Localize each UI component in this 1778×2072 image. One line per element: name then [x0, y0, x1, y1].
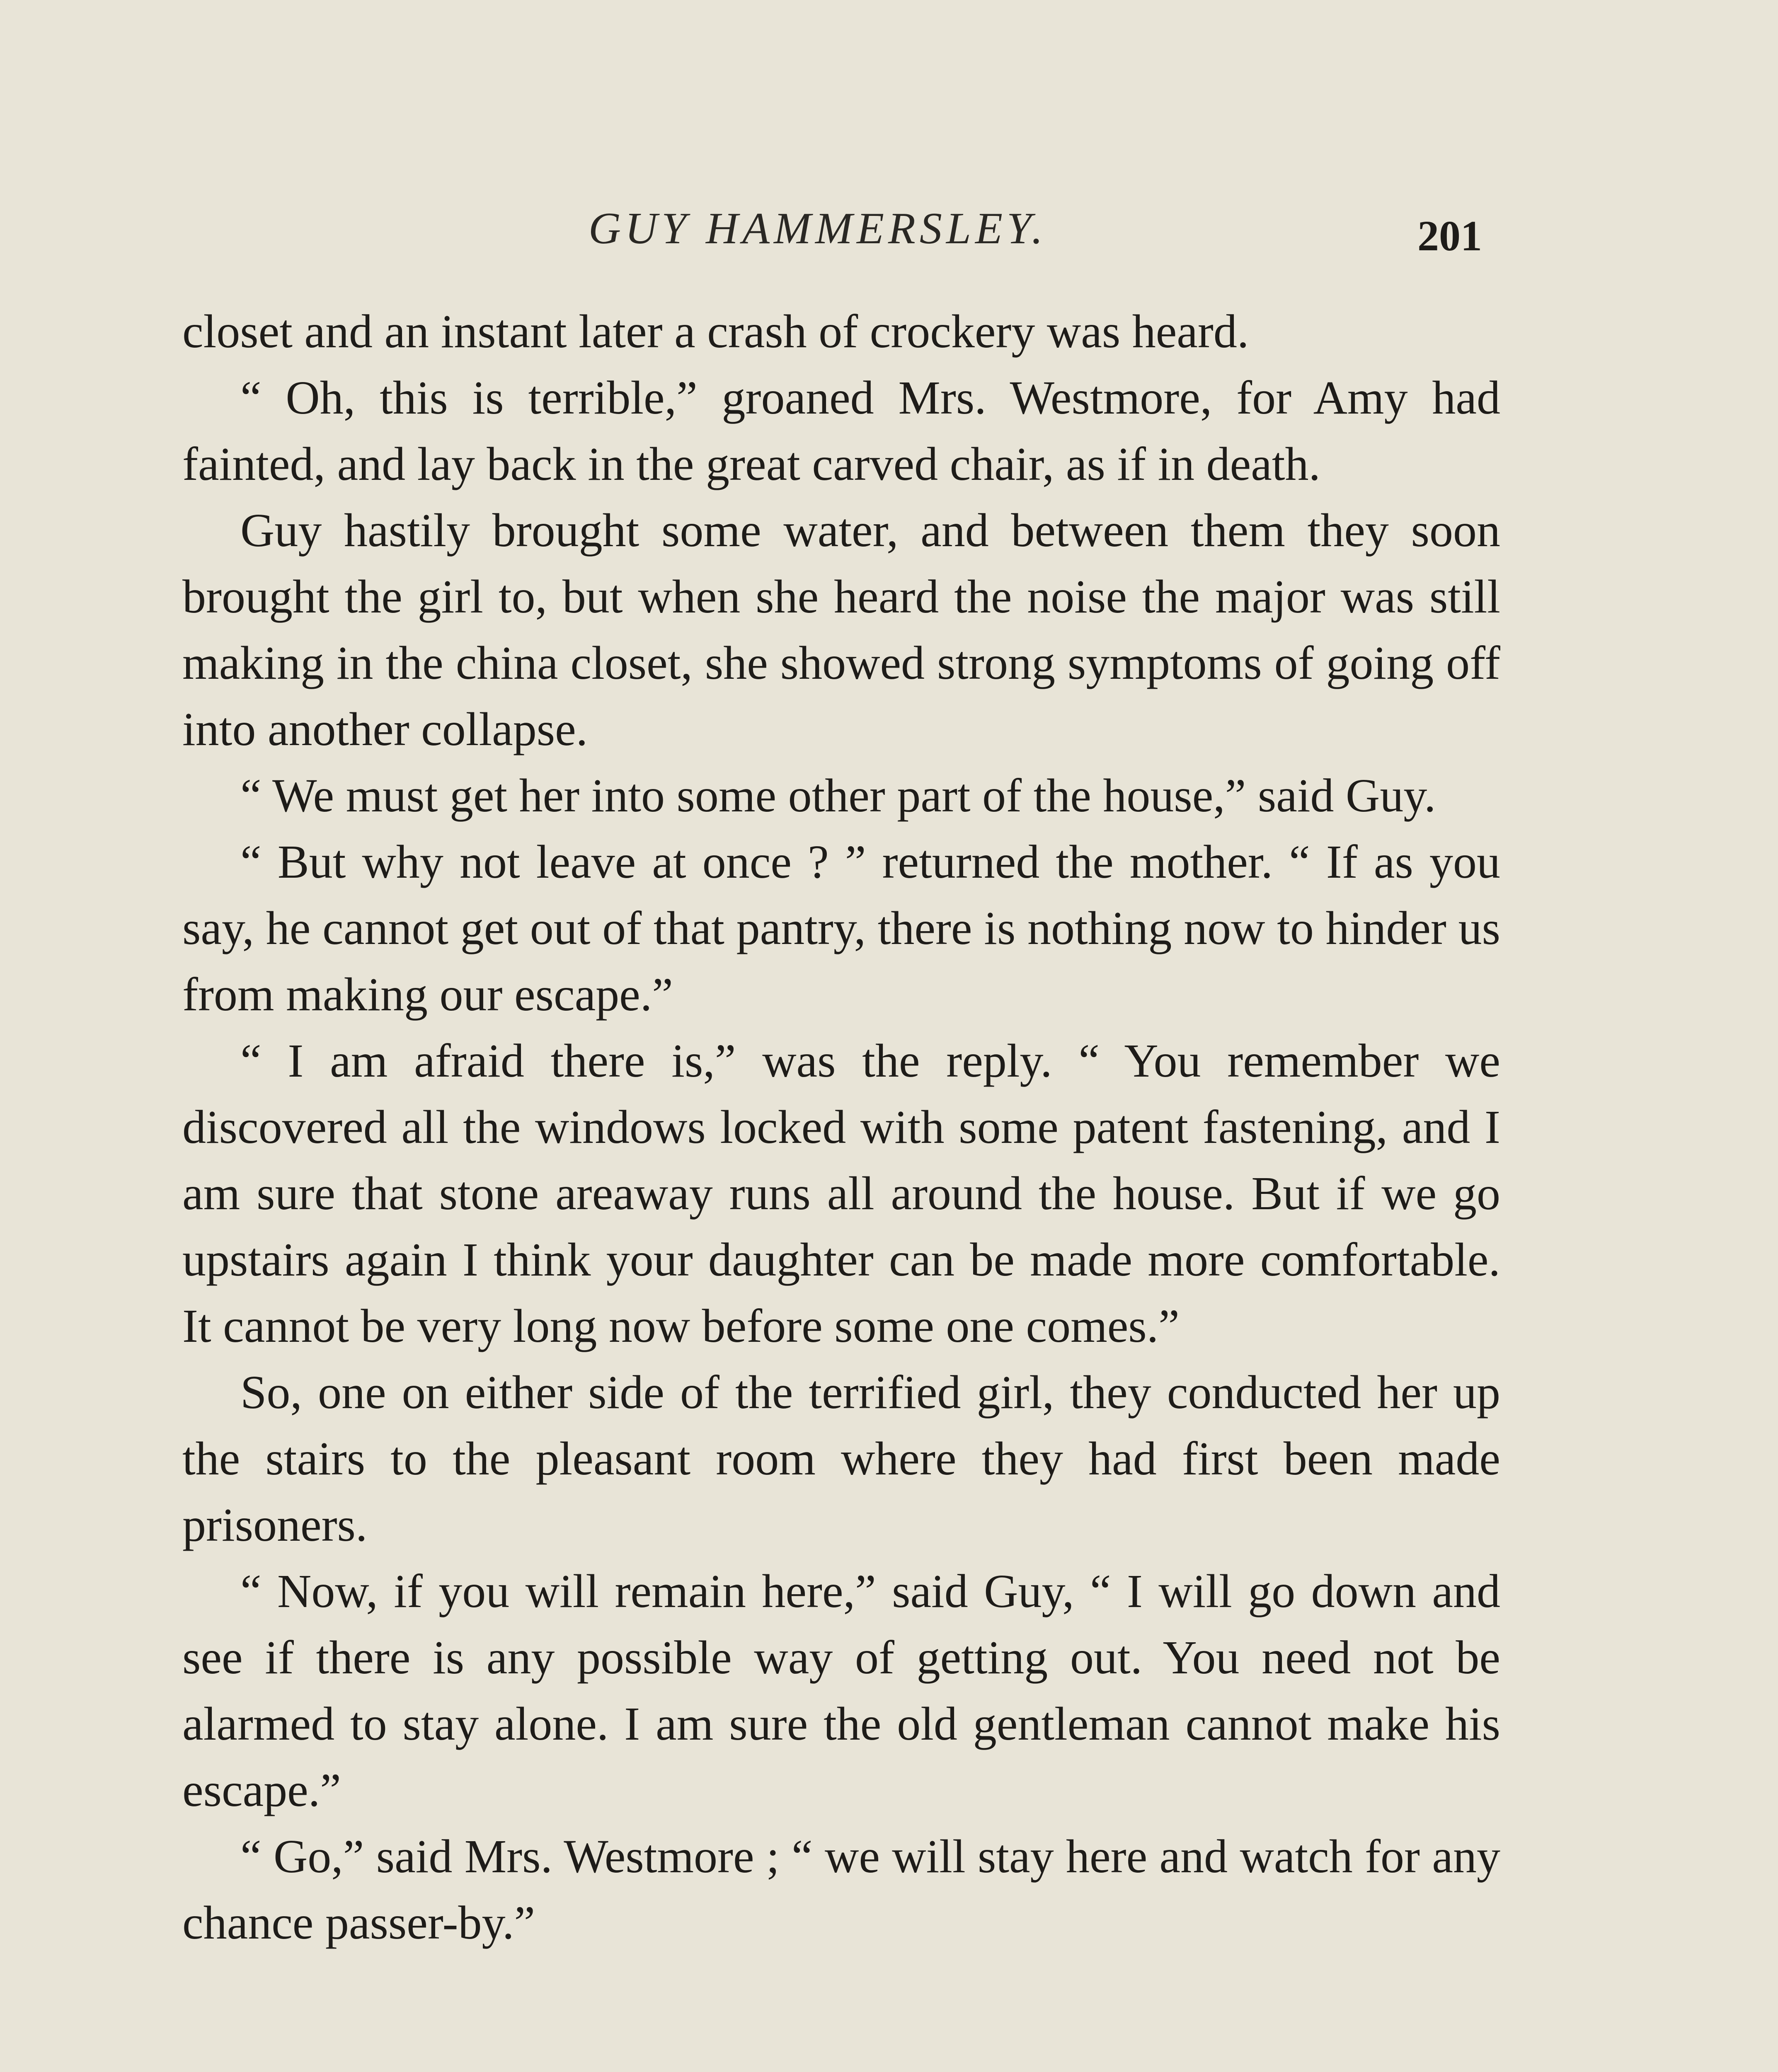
page-header	[0, 195, 1778, 278]
paragraph: So, one on either side of the terrified girl, they conducted her up the stairs to the pleasant room where they had first been made prisoners.	[182, 1366, 1500, 1551]
paragraph: closet and an instant later a crash of crockery was heard.	[182, 305, 1249, 358]
paragraph: “ We must get her into some other part of the house,” said Guy.	[240, 769, 1436, 822]
running-title: GUY HAMMERSLEY.	[589, 204, 1047, 253]
body-text	[182, 298, 1500, 1956]
paragraph: “ Go,” said Mrs. Westmore ; “ we will stay here and watch for any chance passer-by.”	[182, 1830, 1500, 1949]
paragraph: “ Now, if you will remain here,” said Guy, “ I will go down and see if there is any possible way of getting out. You need not be alarmed to stay alone. I am sure the old gentleman cannot make his escape.”	[182, 1565, 1500, 1816]
paragraph: “ I am afraid there is,” was the reply. “ You remember we discovered all the windows locked with some patent fastening, and I am sure that stone areaway runs all around the house. But if we go upstairs again I think your daughter can be made more comfortable. It cannot be very long now before some one comes.”	[182, 1034, 1500, 1352]
paragraph: “ Oh, this is terrible,” groaned Mrs. Westmore, for Amy had fainted, and lay back in the great carved chair, as if in death.	[182, 371, 1500, 490]
paragraph: “ But why not leave at once ? ” returned the mother. “ If as you say, he cannot get out of that pantry, there is nothing now to hinder us from making our escape.”	[182, 835, 1500, 1021]
page-number: 201	[1417, 212, 1482, 260]
paragraph: Guy hastily brought some water, and between them they soon brought the girl to, but when she heard the noise the major was still making in the china closet, she showed strong symptoms of going off into another collapse.	[182, 504, 1500, 755]
